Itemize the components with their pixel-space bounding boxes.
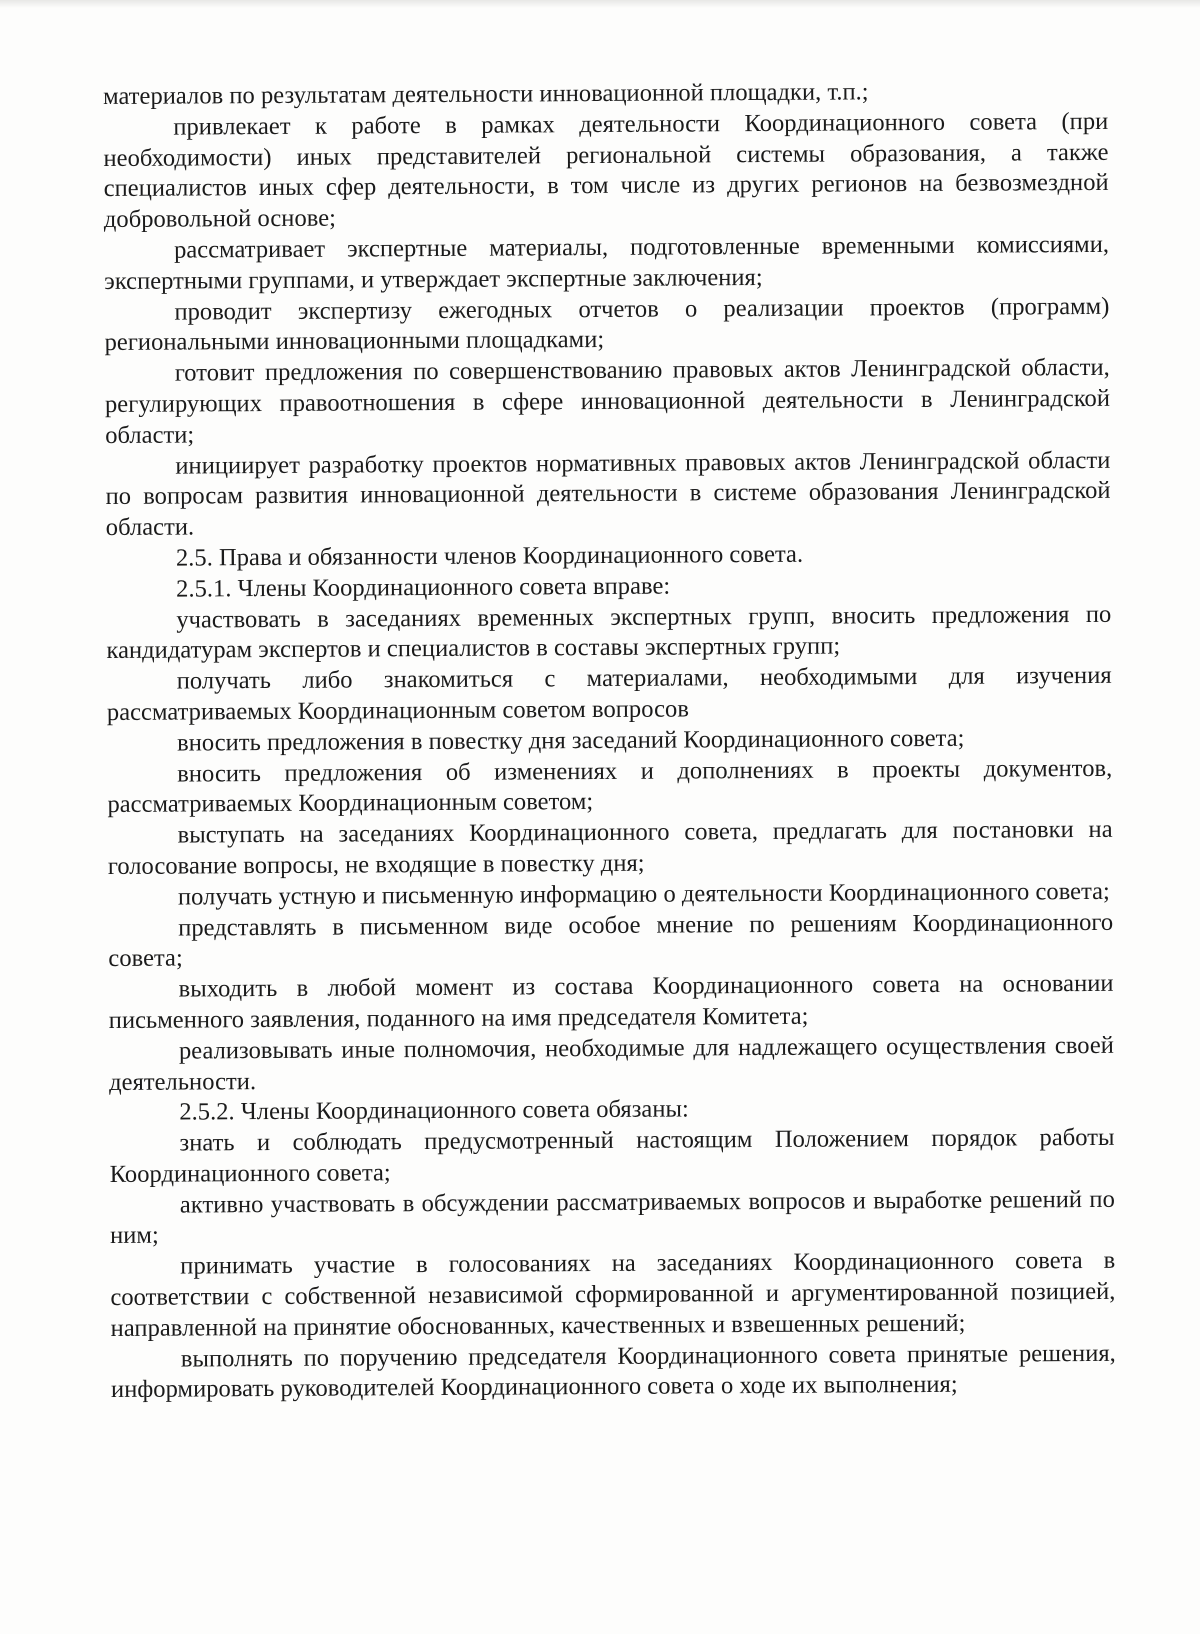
paragraph: выполнять по поручению председателя Координационного совета принятые решения, информировать руководителей Координационного совета о ходе их выполнения; <box>110 1339 1116 1404</box>
paragraph: реализовывать иные полномочия, необходимые для надлежащего осуществления своей деятельности. <box>109 1031 1114 1096</box>
paragraph: готовит предложения по совершенствованию правовых актов Ленинградской области, регулирующих правоотношения в сфере инновационной деятельности в Ленинградской области; <box>104 354 1111 449</box>
paragraph: вносить предложения об изменениях и дополнениях в проекты документов, рассматриваемых Координационным советом; <box>107 754 1113 819</box>
scan-edge-shadow <box>0 0 1200 8</box>
paragraph: участвовать в заседаниях временных экспертных групп, вносить предложения по кандидатурам экспертов и специалистов в составы экспертных групп; <box>106 600 1112 665</box>
paragraph: инициирует разработку проектов нормативных правовых актов Ленинградской области по вопросам развития инновационной деятельности в системе образования Ленинградской области. <box>105 446 1111 542</box>
paragraph: получать либо знакомиться с материалами, необходимыми для изучения рассматриваемых Координационным советом вопросов <box>106 661 1112 726</box>
paragraph: материалов по результатам деятельности инновационной площадки, т.п.; <box>103 78 869 110</box>
paragraph: проводит экспертизу ежегодных отчетов о реализации проектов (программ) региональными инновационными площадками; <box>104 292 1110 357</box>
paragraph: выступать на заседаниях Координационного совета, предлагать для постановки на голосование вопросы, не входящие в повестку дня; <box>107 815 1113 880</box>
paragraph: знать и соблюдать предусмотренный настоящим Положением порядок работы Координационного совета; <box>109 1123 1115 1188</box>
paragraph: получать устную и письменную информацию о деятельности Координационного совета; <box>177 877 1110 911</box>
section-heading: 2.5. Права и обязанности членов Координационного совета. <box>175 540 804 572</box>
subsection-heading: 2.5.2. Члены Координационного совета обязаны: <box>179 1095 689 1126</box>
paragraph: принимать участие в голосованиях на заседаниях Координационного совета в соответствии с собственной независимой сформированной и аргументированной позицией, направленной на принятие обоснованных, качественных и взвешенных решений; <box>110 1247 1116 1342</box>
paragraph: активно участвовать в обсуждении рассматриваемых вопросов и выработке решений по ним; <box>109 1185 1115 1250</box>
paragraph: привлекает к работе в рамках деятельности Координационного совета (при необходимости) иных представителей региональной системы образования, а также специалистов иных сфер деятельности, в том числе из других регионов на безвозмездной добровольной основе; <box>103 107 1109 234</box>
paragraph: рассматривает экспертные материалы, подготовленные временными комиссиями, экспертными группами, и утверждает экспертные заключения; <box>104 230 1110 295</box>
paragraph: вносить предложения в повестку дня заседаний Координационного совета; <box>176 724 965 757</box>
paragraph: выходить в любой момент из состава Координационного совета на основании письменного заявления, поданного на имя председателя Комитета; <box>108 969 1114 1034</box>
paragraph: представлять в письменном виде особое мнение по решениям Координационного совета; <box>108 908 1114 973</box>
subsection-heading: 2.5.1. Члены Координационного совета вправе: <box>176 572 671 603</box>
document-body <box>103 76 1116 1406</box>
